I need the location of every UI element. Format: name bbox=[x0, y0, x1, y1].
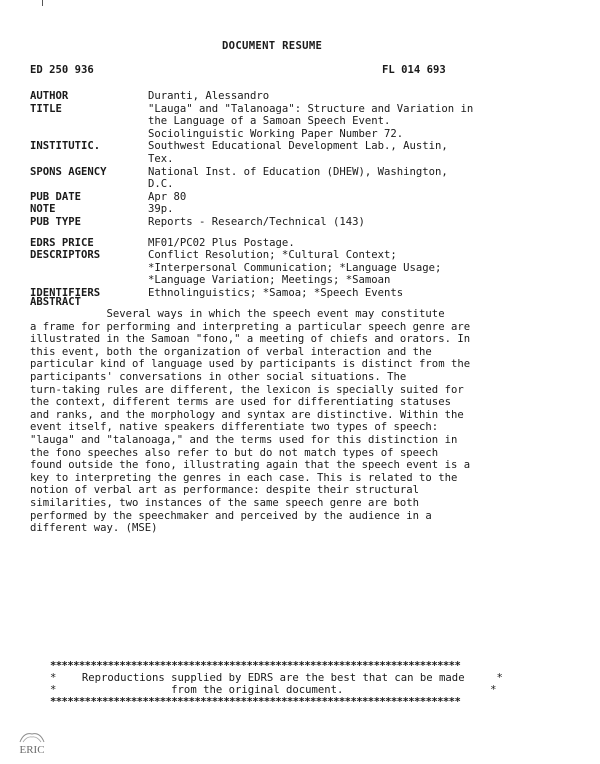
field-line: "Lauga" and "Talanoaga": Structure and Variation in bbox=[148, 102, 474, 115]
abstract-line: different way. (MSE) bbox=[30, 522, 158, 535]
abstract-line: illustrated in the Samoan "fono," a meeting of chiefs and orators. In bbox=[30, 333, 471, 346]
footer-border-top: *********************************************************************** bbox=[50, 660, 461, 672]
field-value bbox=[148, 216, 570, 229]
field-label: EDRS PRICE bbox=[30, 236, 94, 249]
field-line: 39p. bbox=[148, 203, 174, 216]
field-value bbox=[148, 191, 570, 204]
field-value bbox=[148, 140, 570, 165]
field-value bbox=[148, 287, 570, 300]
fl-number: FL 014 693 bbox=[382, 64, 446, 76]
abstract-line: turn-taking rules are different, the lexicon is specially suited for bbox=[30, 383, 464, 396]
abstract-line: this event, both the organization of verbal interaction and the bbox=[30, 345, 432, 358]
field-label: DESCRIPTORS bbox=[30, 249, 101, 262]
footer-border-bottom: *********************************************************************** bbox=[50, 696, 461, 708]
ed-number: ED 250 936 bbox=[30, 64, 94, 76]
abstract-line: and ranks, and the morphology and syntax are distinctive. Within the bbox=[30, 408, 464, 421]
document-title: DOCUMENT RESUME bbox=[222, 40, 323, 52]
field-line: Reports - Research/Technical (143) bbox=[148, 215, 365, 228]
field-line: the Language of a Samoan Speech Event. bbox=[148, 115, 391, 128]
field-label: INSTITUTIC. bbox=[30, 140, 101, 153]
field-label: TITLE bbox=[30, 102, 62, 115]
footer-notice-line: * from the original document. * bbox=[50, 684, 497, 696]
field-pub-date bbox=[30, 191, 570, 204]
abstract-line: a frame for performing and interpreting a particular speech genre are bbox=[30, 320, 471, 333]
field-line: Southwest Educational Development Lab., Austin, bbox=[148, 140, 448, 153]
field-line: Tex. bbox=[148, 152, 174, 165]
eric-logo bbox=[14, 730, 50, 756]
abstract-line: event itself, native speakers differentiate two types of speech: bbox=[30, 421, 439, 434]
fields-group-primary bbox=[30, 90, 570, 229]
field-line: Ethnolinguistics; *Samoa; *Speech Events bbox=[148, 286, 404, 299]
field-value bbox=[148, 103, 570, 141]
field-value bbox=[148, 237, 570, 250]
field-descriptors bbox=[30, 249, 570, 287]
footer-notice-line: * Reproductions supplied by EDRS are the best that can be made * bbox=[50, 672, 503, 684]
abstract-line: particular kind of language used by participants is distinct from the bbox=[30, 358, 471, 371]
field-line: *Language Variation; Meetings; *Samoan bbox=[148, 274, 391, 287]
field-edrs-price bbox=[30, 237, 570, 250]
field-spons-agency bbox=[30, 166, 570, 191]
field-label: PUB DATE bbox=[30, 190, 82, 203]
abstract-line: performed by the speechmaker and perceived by the audience in a bbox=[30, 509, 432, 522]
fields-group-index bbox=[30, 237, 570, 300]
field-line: MF01/PC02 Plus Postage. bbox=[148, 236, 295, 249]
abstract-line: "lauga" and "talanoaga," and the terms used for this distinction in bbox=[30, 433, 458, 446]
field-label: IDENTIFIERS bbox=[30, 286, 101, 299]
field-label: AUTHOR bbox=[30, 90, 69, 102]
abstract-line: participants' conversations in other social situations. The bbox=[30, 370, 407, 383]
eric-logo-icon bbox=[14, 730, 50, 756]
abstract-line: notion of verbal art as performance: despite their structural bbox=[30, 484, 420, 497]
scan-mark bbox=[42, 0, 43, 6]
abstract-line: the context, different terms are used for differentiating statuses bbox=[30, 396, 451, 409]
field-line: D.C. bbox=[148, 178, 174, 191]
abstract-line: key to interpreting the genres in each case. This is related to the bbox=[30, 471, 458, 484]
field-title bbox=[30, 103, 570, 141]
field-pub-type bbox=[30, 216, 570, 229]
field-line: Conflict Resolution; *Cultural Context; bbox=[148, 249, 397, 262]
field-label: NOTE bbox=[30, 203, 56, 216]
field-value bbox=[148, 90, 570, 103]
field-note bbox=[30, 203, 570, 216]
field-value bbox=[148, 166, 570, 191]
field-author bbox=[30, 90, 570, 103]
abstract-line: Several ways in which the speech event may constitute bbox=[30, 308, 445, 320]
field-value bbox=[148, 249, 570, 287]
field-line: National Inst. of Education (DHEW), Washington, bbox=[148, 165, 448, 178]
field-identifiers bbox=[30, 287, 570, 300]
abstract-heading: ABSTRACT bbox=[30, 296, 82, 308]
field-line: Sociolinguistic Working Paper Number 72. bbox=[148, 127, 404, 140]
eric-logo-text: ERIC bbox=[19, 744, 45, 756]
field-value bbox=[148, 203, 570, 216]
abstract-line: similarities, two instances of the same speech genre are both bbox=[30, 496, 420, 509]
abstract-body bbox=[30, 308, 570, 535]
field-institution bbox=[30, 140, 570, 165]
abstract-line: the fono speeches also refer to but do not match types of speech bbox=[30, 446, 439, 459]
field-label: SPONS AGENCY bbox=[30, 165, 107, 178]
metadata-fields bbox=[30, 90, 570, 308]
field-line: Duranti, Alessandro bbox=[148, 90, 270, 102]
field-line: *Interpersonal Communication; *Language Usage; bbox=[148, 261, 442, 274]
abstract-line: found outside the fono, illustrating again that the speech event is a bbox=[30, 459, 471, 472]
field-line: Apr 80 bbox=[148, 190, 187, 203]
field-label: PUB TYPE bbox=[30, 215, 82, 228]
